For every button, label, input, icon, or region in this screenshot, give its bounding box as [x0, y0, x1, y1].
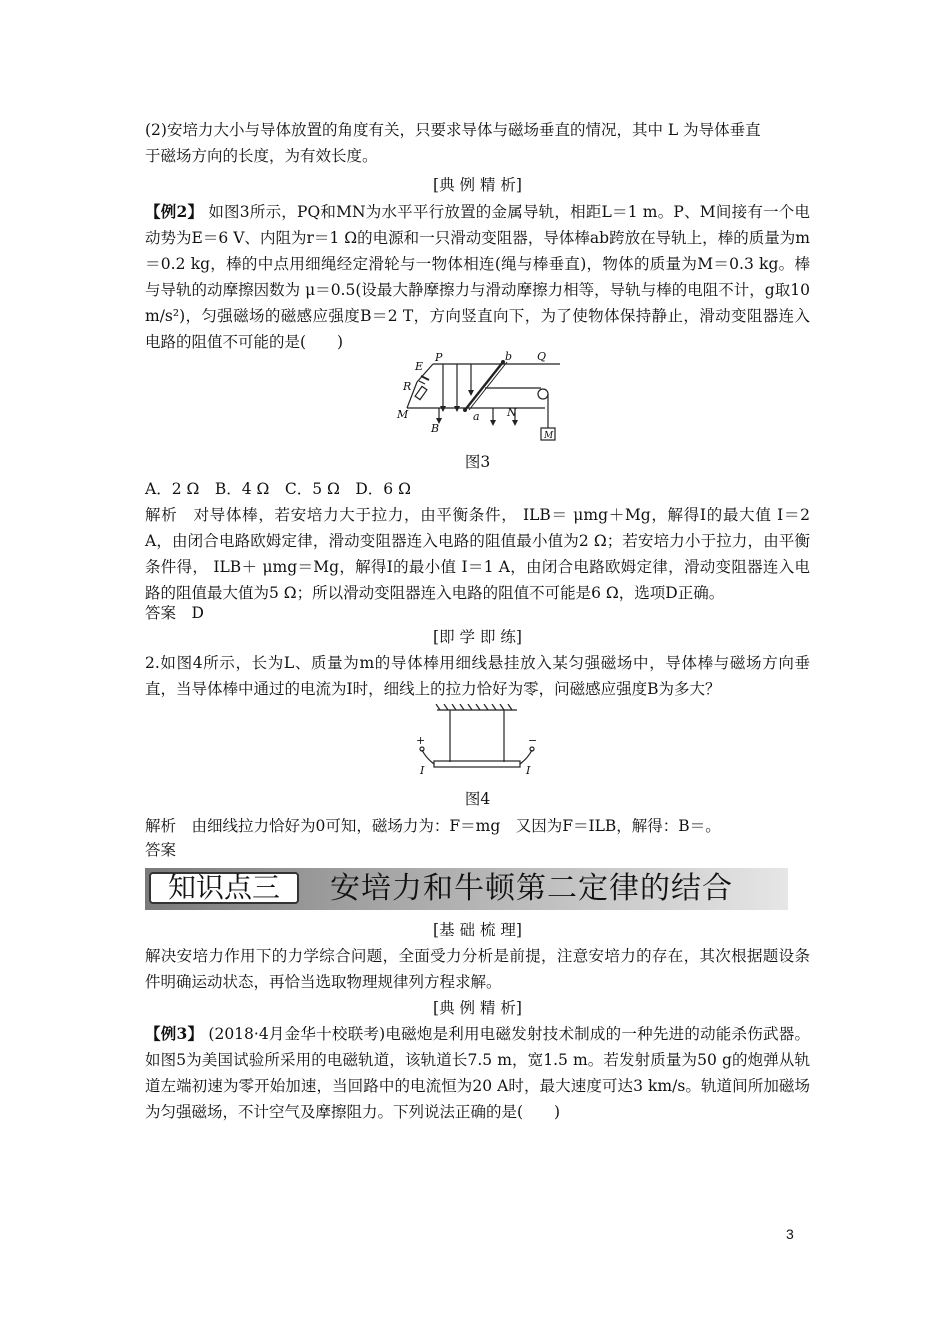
section-heading-practice: [即 学 即 练]	[433, 628, 522, 646]
label-a: a	[473, 410, 480, 423]
example-2-text: 如图3所示，PQ和MN为水平平行放置的金属导轨，相距L＝1 m。P、M间接有一个电动势为E＝6 V、内阻为r＝1 Ω的电源和一只滑动变阻器，导体棒ab跨放在导轨上，棒的质量为m＝0.2 kg，棒的中点用细绳经定滑轮与一物体相连(绳与棒垂直)，物体的质量为M＝0.3 kg。棒与导轨的动摩擦因数为 μ＝0.5(设最大静摩擦力与滑动摩擦力相等，导轨与棒的电阻不计，g取10 m/s²)，匀强磁场的磁感应强度B＝2 T，方向竖直向下，为了使物体保持静止，滑动变阻器连入电路的阻值不可能的是( )	[145, 203, 810, 351]
intro-line-2: 于磁场方向的长度，为有效长度。	[145, 147, 378, 165]
answer-2: 答案	[145, 841, 177, 859]
example-2-paragraph	[145, 199, 810, 355]
label-minus: −	[528, 734, 538, 747]
section-heading-basics: [基 础 梳 理]	[433, 921, 522, 939]
resistor-symbol	[415, 386, 427, 399]
battery-symbol	[421, 376, 429, 380]
figure-3-caption: 图3	[464, 453, 491, 471]
analysis-2: 解析 由细线拉力恰好为0可知，磁场力为：F＝mg 又因为F＝ILB，解得：B＝。	[145, 817, 721, 835]
label-B: B	[431, 422, 440, 435]
label-current-right: I	[526, 764, 531, 777]
knowledge-point-title: 安培力和牛顿第二定律的结合	[330, 871, 733, 906]
figure-4-caption: 图4	[464, 790, 491, 808]
label-current-left: I	[420, 764, 425, 777]
intro-line-1: (2)安培力大小与导体放置的角度有关，只要求导体与磁场垂直的情况，其中 L 为导体垂直	[145, 121, 761, 139]
example-3-tag: 【例3】	[145, 1024, 204, 1043]
figure-3-diagram	[395, 350, 565, 442]
basics-paragraph: 解决安培力作用下的力学综合问题，全面受力分析是前提，注意安培力的存在，其次根据题设条件明确运动状态，再恰当选取物理规律列方程求解。	[145, 947, 810, 991]
figure-4-diagram	[412, 704, 542, 780]
section-heading-example-2: [典 例 精 析]	[433, 999, 522, 1017]
label-E: E	[415, 360, 424, 373]
section-heading-example: [典 例 精 析]	[433, 176, 522, 194]
label-M: M	[397, 408, 409, 421]
exercise-2: 2.如图4所示，长为L、质量为m的导体棒用细线悬挂放入某匀强磁场中，导体棒与磁场方向垂直，当导体棒中通过的电流为I时，细线上的拉力恰好为零，问磁感应强度B为多大？	[145, 654, 810, 698]
example-3-paragraph	[145, 1021, 810, 1125]
label-P: P	[435, 351, 443, 364]
label-R: R	[403, 380, 412, 393]
wire-right	[520, 750, 532, 764]
page-number: 3	[786, 1226, 794, 1242]
wire-left	[422, 750, 434, 764]
label-mass: M	[544, 431, 554, 441]
conductor-rod	[434, 761, 520, 767]
example-2-tag: 【例2】	[145, 202, 204, 221]
answer-1: 答案 D	[145, 604, 204, 622]
example-3-text: (2018·4月金华十校联考)电磁炮是利用电磁发射技术制成的一种先进的动能杀伤武器。如图5为美国试验所采用的电磁轨道，该轨道长7.5 m，宽1.5 m。若发射质量为50 g的炮弹从轨道左端初速为零开始加速，当回路中的电流恒为20 A时，最大速度可达3 km/s。轨道间所加磁场为匀强磁场，不计空气及摩擦阻力。下列说法正确的是( )	[145, 1025, 810, 1121]
label-N: N	[507, 406, 517, 419]
answer-options: A．2 Ω B．4 Ω C．5 Ω D．6 Ω	[145, 480, 411, 498]
label-Q: Q	[537, 350, 547, 363]
knowledge-point-banner	[145, 868, 788, 910]
label-plus: +	[416, 734, 426, 747]
pulley	[538, 389, 548, 399]
label-b: b	[505, 350, 513, 363]
analysis-1: 解析 对导体棒，若安培力大于拉力，由平衡条件， ILB＝ μmg＋Mg，解得I的最大值 I＝2 A，由闭合电路欧姆定律，滑动变阻器连入电路的阻值最小值为2 Ω；若安培力小于拉力，由平衡条件得， ILB＋ μmg＝Mg，解得I的最小值 I＝1 A，由闭合电路欧姆定律，滑动变阻器连入电路的阻值最大值为5 Ω；所以滑动变阻器连入电路的阻值不可能是6 Ω，选项D正确。	[145, 506, 810, 602]
knowledge-point-label: 知识点三	[149, 872, 299, 904]
